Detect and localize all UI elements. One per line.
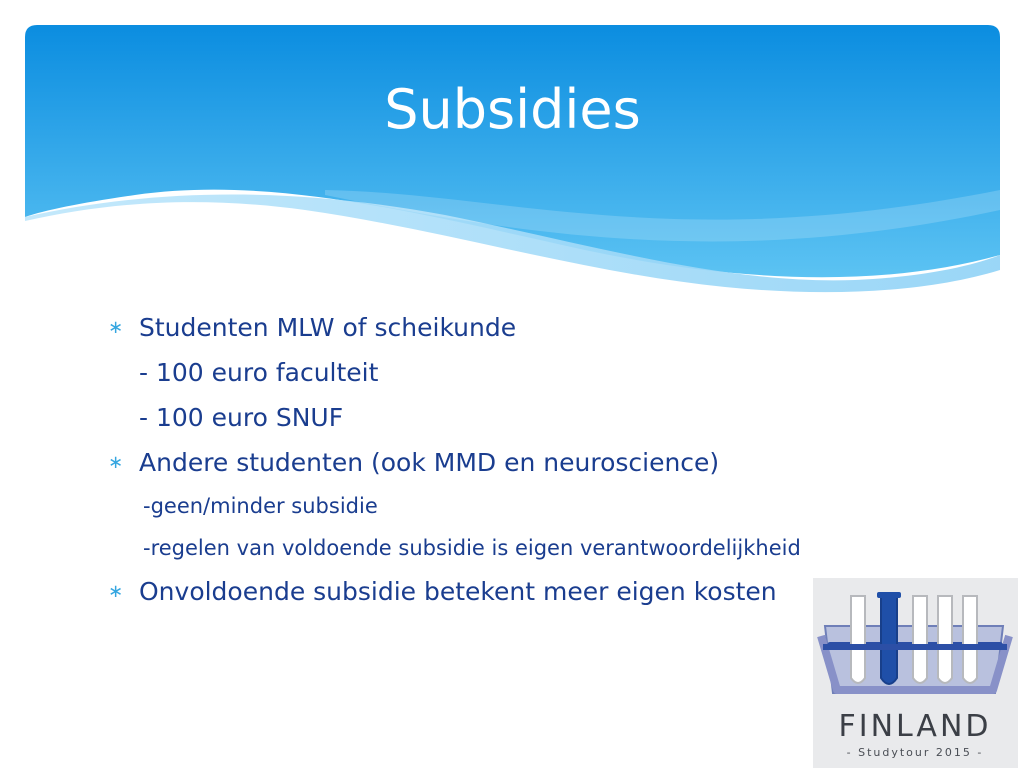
bullet-item [108,305,848,350]
sub-item [108,350,848,395]
sub-item [108,485,848,527]
sub-text: - 100 euro SNUF [139,403,344,432]
bullet-text: Onvoldoende subsidie betekent meer eigen kosten [139,577,777,606]
logo-subtitle: - Studytour 2015 - [846,746,984,759]
sub-text: -regelen van voldoende subsidie is eigen verantwoordelijkheid [143,536,801,560]
bullet-text: Studenten MLW of scheikunde [139,313,517,342]
asterisk-bullet-icon: ∗ [108,581,124,602]
wave-background [25,25,1000,295]
asterisk-bullet-icon: ∗ [108,452,124,473]
sub-item [108,527,848,569]
bullet-text: Andere studenten (ook MMD en neuroscience) [139,448,720,477]
finland-studytour-logo [813,578,1018,768]
sub-item [108,395,848,440]
bullet-list [108,305,848,614]
slide-title: Subsidies [384,78,641,141]
asterisk-bullet-icon: ∗ [108,317,124,338]
test-tube-rack-icon [813,578,1018,768]
bullet-item [108,440,848,485]
logo-title: FINLAND [838,709,992,744]
sub-text: -geen/minder subsidie [143,494,378,518]
title-banner [25,25,1000,295]
bullet-item [108,569,848,614]
sub-text: - 100 euro faculteit [139,358,379,387]
